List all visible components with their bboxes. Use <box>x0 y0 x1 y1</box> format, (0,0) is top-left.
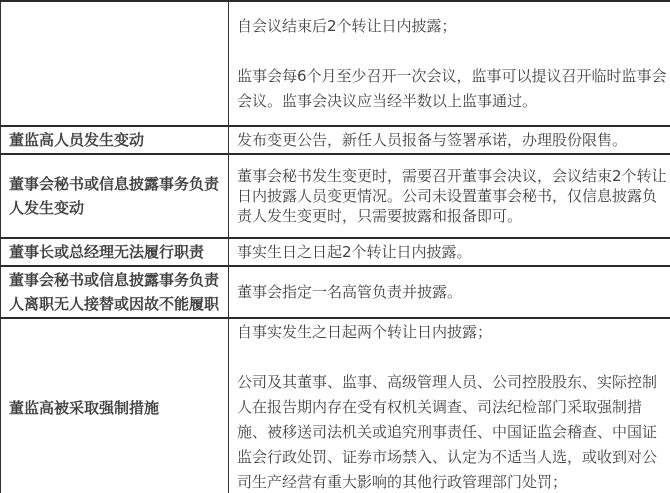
disclosure-requirement-cell <box>229 238 670 266</box>
event-category-cell: 董监高被采取强制措施 <box>1 318 229 493</box>
table-row <box>1 318 670 493</box>
event-category-cell: 董事长或总经理无法履行职责 <box>1 238 229 266</box>
disclosure-requirement-cell <box>229 126 670 154</box>
blank-line <box>237 345 668 370</box>
event-category-cell <box>1 1 229 126</box>
table-row <box>1 1 670 126</box>
requirement-paragraph: 事实生日之日起2个转让日内披露。 <box>237 243 472 261</box>
table-body <box>1 1 670 493</box>
disclosure-requirement-cell <box>229 1 670 126</box>
event-category-cell: 董事会秘书或信息披露事务负责人离职无人接替或因故不能履职 <box>1 266 229 318</box>
event-category-cell: 董监高人员发生变动 <box>1 126 229 154</box>
requirement-paragraph: 董事会指定一名高管负责并披露。 <box>237 283 463 301</box>
table-row <box>1 126 670 154</box>
requirement-paragraph: 董事会秘书发生变更时，需要召开董事会决议，会议结束2个转让日内披露人员变更情况。公司未设置董事会秘书，仅信息披露负责人发生变更时，只需要披露和报备即可。 <box>237 167 667 225</box>
blank-line <box>237 39 668 64</box>
requirement-paragraph: 自会议结束后2个转让日内披露； <box>237 16 457 35</box>
disclosure-requirement-cell <box>229 266 670 318</box>
requirement-paragraph: 公司及其董事、监事、高级管理人员、公司控股股东、实际控制人在报告期内存在受有权机关调查、司法纪检部门采取强制措施、被移送司法机关或追究刑事责任、中国证监会稽查、中国证监会行政处罚、证券市场禁入、认定为不适当人选，或收到对公司生产经营有重大影响的其他行政管理部门处罚； <box>237 373 658 491</box>
table-row <box>1 154 670 238</box>
requirement-paragraph: 监事会每6个月至少召开一次会议，监事可以提议召开临时监事会会议。监事会决议应当经半数以上监事通过。 <box>237 66 667 110</box>
requirement-paragraph: 自事实发生之日起两个转让日内披露； <box>237 323 493 341</box>
requirement-paragraph: 发布变更公告，新任人员报备与签署承诺，办理股份限售。 <box>237 131 628 149</box>
disclosure-requirement-cell <box>229 318 670 493</box>
event-category-cell: 董事会秘书或信息披露事务负责人发生变动 <box>1 154 229 238</box>
table-row <box>1 238 670 266</box>
table-row <box>1 266 670 318</box>
disclosure-requirement-cell <box>229 154 670 238</box>
